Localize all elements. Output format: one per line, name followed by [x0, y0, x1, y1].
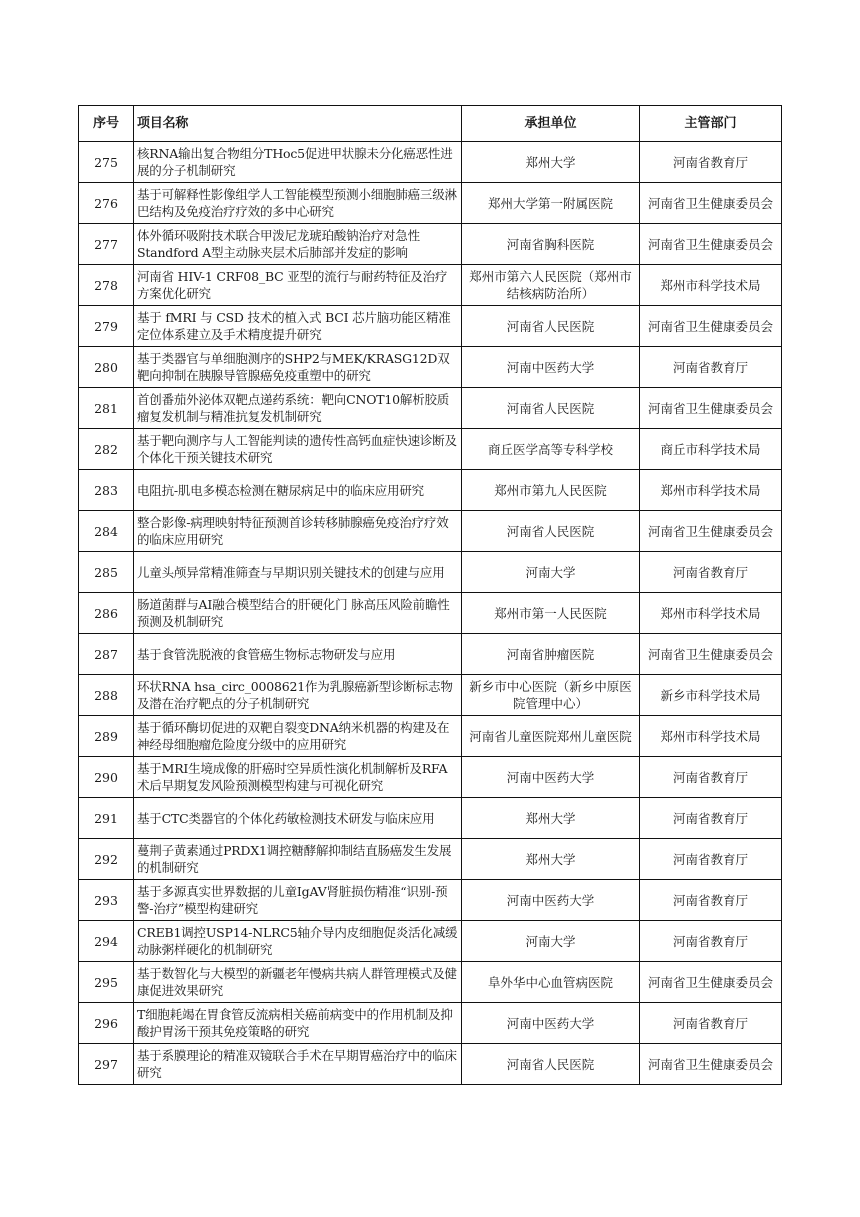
- cell-department: 河南省教育厅: [640, 880, 782, 921]
- cell-department: 河南省卫生健康委员会: [640, 183, 782, 224]
- table-row: [79, 593, 782, 634]
- cell-department: 郑州市科学技术局: [640, 265, 782, 306]
- table-row: [79, 798, 782, 839]
- table-row: [79, 429, 782, 470]
- cell-institution: 河南省人民医院: [462, 1044, 640, 1085]
- cell-project-name: 核RNA输出复合物组分THoc5促进甲状腺未分化癌恶性进展的分子机制研究: [134, 142, 462, 183]
- cell-index: 277: [79, 224, 134, 265]
- cell-index: 278: [79, 265, 134, 306]
- cell-project-name: 体外循环吸附技术联合甲泼尼龙琥珀酸钠治疗对急性Standford A型主动脉夹层术后肺部并发症的影响: [134, 224, 462, 265]
- header-index: 序号: [79, 106, 134, 142]
- cell-department: 河南省卫生健康委员会: [640, 962, 782, 1003]
- cell-department: 河南省教育厅: [640, 921, 782, 962]
- cell-project-name: 首创番茄外泌体双靶点递药系统：靶向CNOT10解析胶质瘤复发机制与精准抗复发机制研究: [134, 388, 462, 429]
- cell-department: 商丘市科学技术局: [640, 429, 782, 470]
- cell-index: 296: [79, 1003, 134, 1044]
- cell-project-name: 基于类器官与单细胞测序的SHP2与MEK/KRASG12D双靶向抑制在胰腺导管腺癌免疫重塑中的研究: [134, 347, 462, 388]
- cell-institution: 河南省儿童医院郑州儿童医院: [462, 716, 640, 757]
- cell-department: 河南省教育厅: [640, 552, 782, 593]
- cell-institution: 河南中医药大学: [462, 880, 640, 921]
- cell-project-name: 基于多源真实世界数据的儿童IgAV肾脏损伤精准“识别-预警-治疗”模型构建研究: [134, 880, 462, 921]
- cell-department: 河南省教育厅: [640, 757, 782, 798]
- cell-index: 282: [79, 429, 134, 470]
- cell-project-name: 基于循环酶切促进的双靶自裂变DNA纳米机器的构建及在神经母细胞瘤危险度分级中的应用研究: [134, 716, 462, 757]
- cell-index: 283: [79, 470, 134, 511]
- cell-department: 郑州市科学技术局: [640, 470, 782, 511]
- project-table: [78, 105, 782, 1085]
- cell-institution: 商丘医学高等专科学校: [462, 429, 640, 470]
- table-row: [79, 921, 782, 962]
- cell-index: 279: [79, 306, 134, 347]
- table-row: [79, 470, 782, 511]
- cell-institution: 郑州大学: [462, 798, 640, 839]
- cell-institution: 阜外华中心血管病医院: [462, 962, 640, 1003]
- cell-project-name: 蔓荆子黄素通过PRDX1调控糖酵解抑制结直肠癌发生发展的机制研究: [134, 839, 462, 880]
- cell-institution: 河南大学: [462, 921, 640, 962]
- table-row: [79, 347, 782, 388]
- cell-institution: 河南中医药大学: [462, 1003, 640, 1044]
- table-body: [79, 142, 782, 1085]
- table-row: [79, 1003, 782, 1044]
- cell-project-name: 基于CTC类器官的个体化药敏检测技术研发与临床应用: [134, 798, 462, 839]
- cell-project-name: 整合影像-病理映射特征预测首诊转移肺腺癌免疫治疗疗效的临床应用研究: [134, 511, 462, 552]
- cell-department: 郑州市科学技术局: [640, 593, 782, 634]
- cell-index: 290: [79, 757, 134, 798]
- table-row: [79, 757, 782, 798]
- table-row: [79, 962, 782, 1003]
- cell-index: 284: [79, 511, 134, 552]
- cell-institution: 河南省胸科医院: [462, 224, 640, 265]
- cell-institution: 郑州大学: [462, 839, 640, 880]
- cell-project-name: 河南省 HIV-1 CRF08_BC 亚型的流行与耐药特征及治疗方案优化研究: [134, 265, 462, 306]
- cell-institution: 郑州大学第一附属医院: [462, 183, 640, 224]
- table-row: [79, 552, 782, 593]
- table-row: [79, 716, 782, 757]
- cell-project-name: 基于 fMRI 与 CSD 技术的植入式 BCI 芯片脑功能区精准定位体系建立及手术精度提升研究: [134, 306, 462, 347]
- cell-institution: 河南中医药大学: [462, 757, 640, 798]
- cell-institution: 河南省人民医院: [462, 388, 640, 429]
- cell-index: 294: [79, 921, 134, 962]
- table-row: [79, 634, 782, 675]
- cell-index: 285: [79, 552, 134, 593]
- cell-index: 295: [79, 962, 134, 1003]
- cell-project-name: 基于可解释性影像组学人工智能模型预测小细胞肺癌三级淋巴结构及免疫治疗疗效的多中心研究: [134, 183, 462, 224]
- cell-index: 287: [79, 634, 134, 675]
- cell-department: 河南省教育厅: [640, 1003, 782, 1044]
- cell-index: 280: [79, 347, 134, 388]
- cell-index: 286: [79, 593, 134, 634]
- cell-index: 293: [79, 880, 134, 921]
- cell-department: 河南省教育厅: [640, 798, 782, 839]
- cell-institution: 河南中医药大学: [462, 347, 640, 388]
- cell-institution: 新乡市中心医院（新乡中原医院管理中心）: [462, 675, 640, 716]
- cell-project-name: 肠道菌群与AI融合模型结合的肝硬化门 脉高压风险前瞻性预测及机制研究: [134, 593, 462, 634]
- table-row: [79, 142, 782, 183]
- table-row: [79, 265, 782, 306]
- cell-department: 河南省卫生健康委员会: [640, 1044, 782, 1085]
- table-row: [79, 511, 782, 552]
- table-row: [79, 306, 782, 347]
- cell-project-name: 基于MRI生境成像的肝癌时空异质性演化机制解析及RFA术后早期复发风险预测模型构建与可视化研究: [134, 757, 462, 798]
- cell-institution: 郑州大学: [462, 142, 640, 183]
- cell-index: 288: [79, 675, 134, 716]
- cell-project-name: 基于食管洗脱液的食管癌生物标志物研发与应用: [134, 634, 462, 675]
- header-institution: 承担单位: [462, 106, 640, 142]
- cell-department: 新乡市科学技术局: [640, 675, 782, 716]
- cell-department: 河南省教育厅: [640, 142, 782, 183]
- cell-institution: 郑州市第六人民医院（郑州市结核病防治所）: [462, 265, 640, 306]
- cell-department: 河南省卫生健康委员会: [640, 306, 782, 347]
- cell-project-name: 基于系膜理论的精准双镜联合手术在早期胃癌治疗中的临床研究: [134, 1044, 462, 1085]
- cell-project-name: T细胞耗竭在胃食管反流病相关癌前病变中的作用机制及抑酸护胃汤干预其免疫策略的研究: [134, 1003, 462, 1044]
- cell-project-name: 儿童头颅异常精准筛查与早期识别关键技术的创建与应用: [134, 552, 462, 593]
- cell-institution: 郑州市第一人民医院: [462, 593, 640, 634]
- cell-department: 河南省教育厅: [640, 839, 782, 880]
- cell-index: 276: [79, 183, 134, 224]
- cell-institution: 河南省人民医院: [462, 511, 640, 552]
- cell-index: 275: [79, 142, 134, 183]
- cell-index: 289: [79, 716, 134, 757]
- table-row: [79, 183, 782, 224]
- table-row: [79, 388, 782, 429]
- cell-index: 297: [79, 1044, 134, 1085]
- cell-institution: 河南省人民医院: [462, 306, 640, 347]
- table-row: [79, 675, 782, 716]
- cell-department: 河南省卫生健康委员会: [640, 388, 782, 429]
- cell-department: 河南省教育厅: [640, 347, 782, 388]
- cell-index: 291: [79, 798, 134, 839]
- table-row: [79, 224, 782, 265]
- cell-institution: 郑州市第九人民医院: [462, 470, 640, 511]
- cell-department: 河南省卫生健康委员会: [640, 634, 782, 675]
- cell-department: 河南省卫生健康委员会: [640, 224, 782, 265]
- header-project-name: 项目名称: [134, 106, 462, 142]
- header-department: 主管部门: [640, 106, 782, 142]
- cell-index: 292: [79, 839, 134, 880]
- cell-project-name: 基于靶向测序与人工智能判读的遗传性高钙血症快速诊断及个体化干预关键技术研究: [134, 429, 462, 470]
- table-row: [79, 1044, 782, 1085]
- cell-project-name: 基于数智化与大模型的新疆老年慢病共病人群管理模式及健康促进效果研究: [134, 962, 462, 1003]
- cell-department: 河南省卫生健康委员会: [640, 511, 782, 552]
- cell-institution: 河南省肿瘤医院: [462, 634, 640, 675]
- cell-project-name: CREB1调控USP14-NLRC5轴介导内皮细胞促炎活化减缓动脉粥样硬化的机制研究: [134, 921, 462, 962]
- table-row: [79, 839, 782, 880]
- cell-project-name: 环状RNA hsa_circ_0008621作为乳腺癌新型诊断标志物及潜在治疗靶点的分子机制研究: [134, 675, 462, 716]
- cell-project-name: 电阻抗-肌电多模态检测在糖尿病足中的临床应用研究: [134, 470, 462, 511]
- cell-institution: 河南大学: [462, 552, 640, 593]
- cell-index: 281: [79, 388, 134, 429]
- table-header-row: [79, 106, 782, 142]
- table-row: [79, 880, 782, 921]
- cell-department: 郑州市科学技术局: [640, 716, 782, 757]
